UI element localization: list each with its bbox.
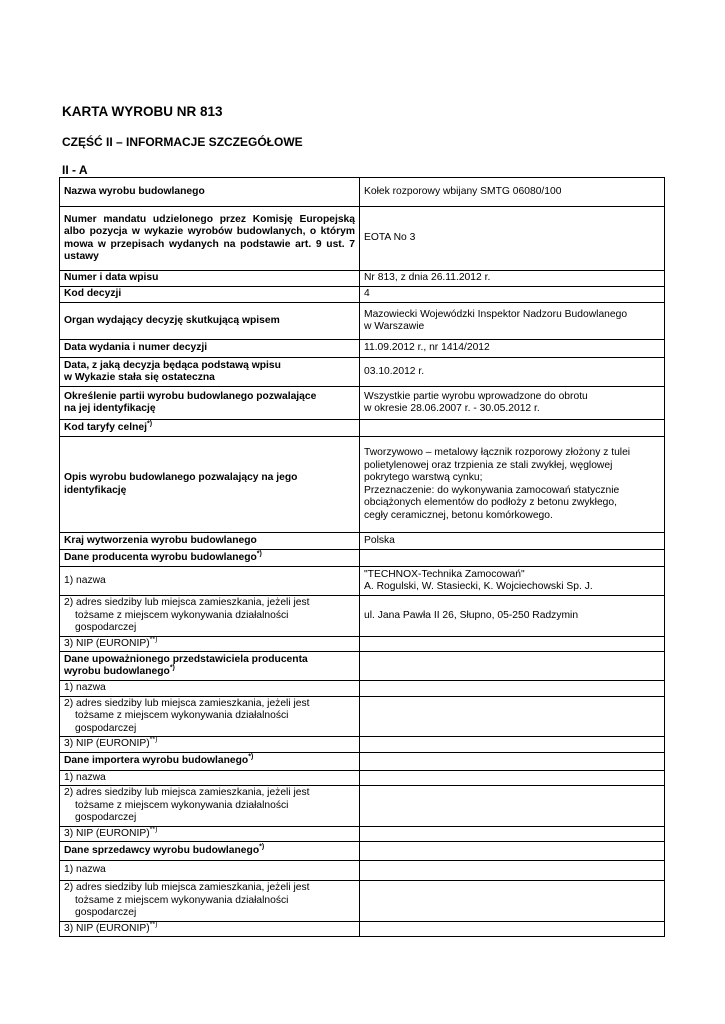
description-line: Tworzywowo – metalowy łącznik rozporowy złożony z tulei (364, 447, 631, 458)
importer-address-label (60, 786, 360, 827)
footnote-marker: *) (248, 753, 254, 761)
representative-header (60, 652, 360, 681)
address-label-line2: tożsame z miejscem wykonywania działalności (75, 609, 289, 621)
address-label-line2: tożsame z miejscem wykonywania działalności (75, 799, 289, 811)
decision-code-value: 4 (360, 287, 665, 303)
table-row (60, 786, 665, 827)
nip-label-text: 3) NIP (EURONIP) (64, 637, 150, 649)
nip-label-text: 3) NIP (EURONIP) (64, 922, 150, 934)
representative-name-label: 1) nazwa (60, 681, 360, 697)
table-row (60, 696, 665, 737)
batch-label-line1: Określenie partii wyrobu budowlanego pozwalające (64, 390, 317, 402)
authority-value-line2: w Warszawie (364, 321, 425, 332)
authority-value (360, 303, 665, 340)
table-row (60, 881, 665, 922)
manufacturer-name-value (360, 567, 665, 596)
country-label: Kraj wytworzenia wyrobu budowlanego (60, 533, 360, 550)
seller-name-label: 1) nazwa (60, 861, 360, 881)
empty-cell (360, 861, 665, 881)
address-label-line3: gospodarczej (75, 907, 137, 918)
authority-value-line1: Mazowiecki Wojewódzki Inspektor Nadzoru Budowlanego (364, 308, 628, 320)
empty-cell (360, 681, 665, 697)
seller-header-text: Dane sprzedawcy wyrobu budowlanego (64, 844, 260, 856)
description-label-line2: identyfikację (64, 484, 127, 496)
description-line: cegły ceramicznej, betonu komórkowego. (364, 509, 553, 521)
product-name-label: Nazwa wyrobu budowlanego (60, 178, 360, 207)
address-label-line1: 2) adres siedziby lub miejsca zamieszkania, jeżeli jest (64, 697, 310, 709)
tariff-code-label-text: Kod taryfy celnej (64, 421, 147, 433)
address-label-line2: tożsame z miejscem wykonywania działalności (75, 894, 289, 906)
batch-label-line2: na jej identyfikację (64, 403, 156, 414)
manufacturer-name-label: 1) nazwa (60, 567, 360, 596)
description-line: Przeznaczenie: do wykonywania zamocowań statycznie (364, 484, 620, 496)
empty-cell (360, 921, 665, 937)
final-date-label (60, 358, 360, 387)
final-date-value: 03.10.2012 r. (360, 358, 665, 387)
empty-cell (360, 826, 665, 842)
empty-cell (360, 881, 665, 922)
description-label-line1: Opis wyrobu budowlanego pozwalający na jego (64, 472, 298, 483)
table-row (60, 652, 665, 681)
manufacturer-header (60, 550, 360, 567)
table-row (60, 340, 665, 358)
manufacturer-address-value: ul. Jana Pawła II 26, Słupno, 05-250 Radzymin (360, 596, 665, 637)
footnote-marker: *) (146, 420, 153, 428)
nip-label-text: 3) NIP (EURONIP) (64, 738, 150, 749)
address-label-line1: 2) adres siedziby lub miejsca zamieszkania, jeżeli jest (64, 787, 310, 798)
batch-value-line1: Wszystkie partie wyrobu wprowadzone do obrotu (364, 390, 588, 402)
manufacturer-name-line2: A. Rogulski, W. Stasiecki, K. Wojciechowski Sp. J. (364, 581, 593, 592)
empty-cell (360, 786, 665, 827)
representative-address-label (60, 696, 360, 737)
address-label-line3: gospodarczej (75, 722, 137, 734)
country-value: Polska (360, 533, 665, 550)
authority-label: Organ wydający decyzję skutkującą wpisem (60, 303, 360, 340)
table-row (60, 387, 665, 420)
decision-date-label: Data wydania i numer decyzji (60, 340, 360, 358)
document-title: KARTA WYROBU NR 813 (62, 104, 223, 119)
description-label (60, 437, 360, 533)
product-name-value: Kołek rozporowy wbijany SMTG 06080/100 (360, 178, 665, 207)
manufacturer-header-text: Dane producenta wyrobu budowlanego (64, 551, 257, 563)
seller-address-label (60, 881, 360, 922)
product-card-table (59, 177, 665, 937)
footnote-marker: *) (169, 664, 175, 672)
document-subtitle: CZĘŚĆ II – INFORMACJE SZCZEGÓŁOWE (62, 135, 303, 149)
table-row (60, 567, 665, 596)
decision-code-label: Kod decyzji (60, 287, 360, 303)
table-row (60, 752, 665, 770)
entry-number-label: Numer i data wpisu (60, 271, 360, 287)
tariff-code-value (360, 420, 665, 437)
empty-cell (360, 652, 665, 681)
table-row (60, 178, 665, 207)
table-row (60, 207, 665, 271)
table-row (60, 358, 665, 387)
table-row (60, 770, 665, 786)
importer-nip-label (60, 826, 360, 842)
empty-cell (360, 752, 665, 770)
mandate-value: EOTA No 3 (360, 207, 665, 271)
description-line: polietylenowej oraz trzpienia ze stali zwykłej, węglowej (364, 459, 613, 471)
table-row (60, 533, 665, 550)
address-label-line2: tożsame z miejscem wykonywania działalności (75, 710, 289, 721)
entry-number-value: Nr 813, z dnia 26.11.2012 r. (360, 271, 665, 287)
batch-label (60, 387, 360, 420)
batch-value-line2: w okresie 28.06.2007 r. - 30.05.2012 r. (364, 403, 540, 414)
table-row (60, 842, 665, 861)
footnote-marker: *) (259, 843, 265, 851)
footnote-marker: **) (149, 921, 158, 929)
table-row (60, 303, 665, 340)
tariff-code-label (60, 420, 360, 437)
table-row (60, 420, 665, 437)
representative-header-line2: wyrobu budowlanego (64, 666, 170, 677)
table-row (60, 826, 665, 842)
decision-date-value: 11.09.2012 r., nr 1414/2012 (360, 340, 665, 358)
empty-cell (360, 737, 665, 753)
representative-nip-label (60, 737, 360, 753)
description-line: pokrytego warstwą cynku; (364, 472, 483, 483)
seller-nip-label (60, 921, 360, 937)
table-row (60, 636, 665, 652)
address-label-line1: 2) adres siedziby lub miejsca zamieszkania, jeżeli jest (64, 597, 310, 608)
manufacturer-name-line1: "TECHNOX-Technika Zamocowań" (364, 568, 525, 580)
table-row (60, 437, 665, 533)
manufacturer-nip-label (60, 636, 360, 652)
address-label-line1: 2) adres siedziby lub miejsca zamieszkania, jeżeli jest (64, 882, 310, 893)
importer-header (60, 752, 360, 770)
description-value (360, 437, 665, 533)
table-row (60, 596, 665, 637)
empty-cell (360, 842, 665, 861)
footnote-marker: **) (149, 636, 158, 644)
section-label: II - A (62, 163, 88, 177)
address-label-line3: gospodarczej (75, 622, 137, 633)
description-line: obciążonych elementów do podłoży z betonu zwykłego, (364, 497, 617, 508)
table-row (60, 681, 665, 697)
table-row (60, 921, 665, 937)
importer-header-text: Dane importera wyrobu budowlanego (64, 754, 249, 766)
address-label-line3: gospodarczej (75, 812, 137, 823)
empty-cell (360, 770, 665, 786)
seller-header (60, 842, 360, 861)
nip-label-text: 3) NIP (EURONIP) (64, 827, 150, 839)
empty-cell (360, 696, 665, 737)
final-date-label-line2: w Wykazie stała się ostateczna (64, 372, 215, 383)
empty-cell (360, 636, 665, 652)
table-row (60, 287, 665, 303)
representative-header-line1: Dane upoważnionego przedstawiciela producenta (64, 653, 308, 665)
table-row (60, 737, 665, 753)
table-row (60, 550, 665, 567)
table-row (60, 861, 665, 881)
manufacturer-address-label (60, 596, 360, 637)
mandate-label: Numer mandatu udzielonego przez Komisję Europejską albo pozycja w wykazie wyrobów budowlanych, o którym mowa w przepisach wydanych na podstawie art. 9 ust. 7 ustawy (60, 207, 360, 271)
footnote-marker: **) (149, 826, 158, 834)
batch-value (360, 387, 665, 420)
footnote-marker: **) (149, 736, 158, 744)
table-row (60, 271, 665, 287)
importer-name-label: 1) nazwa (60, 770, 360, 786)
final-date-label-line1: Data, z jaką decyzja będąca podstawą wpisu (64, 359, 281, 371)
empty-cell (360, 550, 665, 567)
footnote-marker: *) (256, 550, 262, 558)
